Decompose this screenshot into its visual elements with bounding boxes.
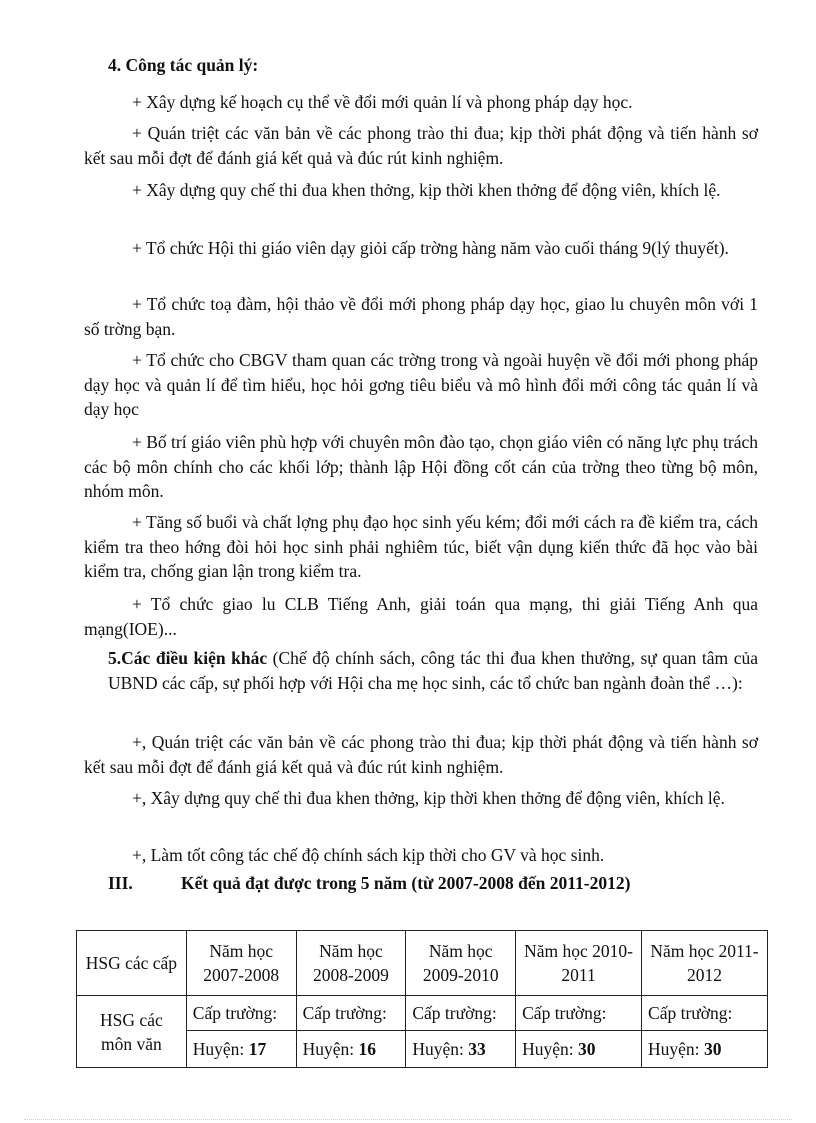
s4-item-9: + Tổ chức giao lu CLB Tiếng Anh, giải toán qua mạng, thi giải Tiếng Anh qua mạng(IOE)... [84,594,758,639]
header-cell: Năm học 2009-2010 [406,931,516,996]
district-label: Huyện: [522,1038,574,1059]
school-level-cell: Cấp trường: [406,996,516,1031]
school-level-cell: Cấp trường: [516,996,642,1031]
section-3-heading: Kết quả đạt được trong 5 năm (từ 2007-2008 đến 2011-2012) [181,873,631,893]
district-value: 30 [578,1038,596,1059]
s4-item-6: + Tổ chức cho CBGV tham quan các trờng trong và ngoài huyện về đổi mới phong pháp dạy học và quản lí để tìm hiểu, học hỏi gơng tiêu biểu và mô hình đổi mới công tác quản lí và dạy học [84,350,758,419]
district-label: Huyện: [302,1038,355,1059]
district-cell [406,1031,516,1068]
section-5-heading: 5.Các điều kiện khác [108,648,268,668]
s5-item-2: +, Xây dựng quy chế thi đua khen thởng, kịp thời khen thởng để động viên, khích lệ. [132,788,725,808]
district-cell [516,1031,642,1068]
header-cell: Năm học 2011-2012 [642,931,768,996]
row-label-cell: HSG các môn văn [77,996,187,1068]
school-level-cell: Cấp trường: [186,996,296,1031]
s4-item-2: + Quán triệt các văn bản về các phong trào thi đua; kịp thời phát động và tiến hành sơ kết sau mỗi đợt để đánh giá kết quả và đúc rút kinh nghiệm. [84,123,758,168]
s5-item-1: +, Quán triệt các văn bản về các phong trào thi đua; kịp thời phát động và tiến hành sơ kết sau mỗi đợt để đánh giá kết quả và đúc rút kinh nghiệm. [84,732,758,777]
s4-item-8: + Tăng số buổi và chất lợng phụ đạo học sinh yếu kém; đổi mới cách ra đề kiểm tra, cách kiểm tra theo hớng đòi hỏi học sinh phải nghiêm túc, biết vận dụng kiến thức đã học vào bài kiểm tra, chống gian lận trong kiểm tra. [84,512,758,581]
footer-divider [24,1119,792,1120]
s4-item-1: + Xây dựng kế hoạch cụ thể về đổi mới quản lí và phong pháp dạy học. [132,92,633,112]
s4-item-3: + Xây dựng quy chế thi đua khen thởng, kịp thời khen thởng để động viên, khích lệ. [132,180,721,200]
s4-item-5: + Tổ chức toạ đàm, hội thảo về đổi mới phong pháp dạy học, giao lu chuyên môn với 1 số trờng bạn. [84,294,758,339]
district-cell [296,1031,406,1068]
section-3-roman: III. [108,873,133,893]
header-cell: Năm học 2010-2011 [516,931,642,996]
district-value: 30 [703,1038,722,1059]
results-table [76,930,768,1068]
district-value: 17 [248,1038,267,1059]
s4-item-4: + Tổ chức Hội thi giáo viên dạy giỏi cấp trờng hàng năm vào cuối tháng 9(lý thuyết). [132,238,729,258]
section-4-heading: 4. Công tác quản lý: [108,55,259,75]
table-header-row [77,931,768,996]
header-cell: HSG các cấp [77,931,187,996]
table-row [77,996,768,1031]
section-5-intro: (Chế độ chính sách, công tác thi đua khen thưởng, sự quan tâm của UBND các cấp, sự phối hợp với Hội cha mẹ học sinh, các tổ chức ban ngành đoàn thể …): [108,648,759,693]
district-label: Huyện: [648,1038,700,1059]
header-cell: Năm học 2008-2009 [296,931,406,996]
school-level-cell: Cấp trường: [642,996,768,1031]
district-value: 33 [468,1038,486,1059]
district-label: Huyện: [192,1038,245,1059]
s5-item-3: +, Làm tốt công tác chế độ chính sách kịp thời cho GV và học sinh. [132,845,605,865]
district-value: 16 [358,1038,376,1059]
header-cell: Năm học 2007-2008 [186,931,296,996]
school-level-cell: Cấp trường: [296,996,406,1031]
district-cell [642,1031,768,1068]
section-5-block [108,646,758,695]
district-cell [186,1031,296,1068]
district-label: Huyện: [412,1038,464,1059]
s4-item-7: + Bố trí giáo viên phù hợp với chuyên môn đào tạo, chọn giáo viên có năng lực phụ trách các bộ môn chính cho các khối lớp; thành lập Hội đồng cốt cán của trờng theo từng bộ môn, nhóm môn. [84,432,758,501]
